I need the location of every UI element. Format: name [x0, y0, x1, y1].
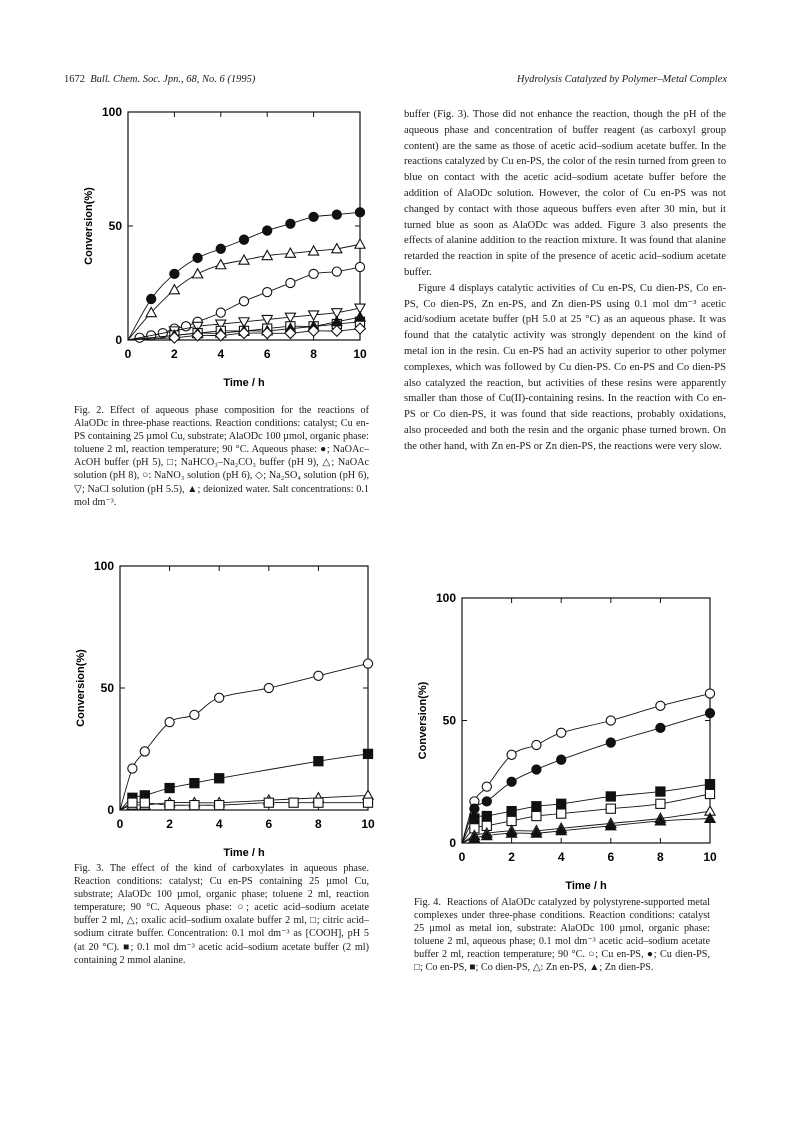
data-point-open-square — [606, 804, 615, 813]
y-tick-label: 50 — [100, 681, 114, 695]
x-axis-label: Time / h — [565, 880, 607, 892]
data-point-open-square — [165, 801, 174, 810]
data-point-filled-circle — [606, 738, 615, 747]
series-filled-triangle — [462, 813, 715, 843]
data-point-open-square — [289, 798, 298, 807]
data-point-open-square — [507, 816, 516, 825]
data-point-filled-circle — [355, 208, 364, 217]
data-point-open-circle — [656, 701, 665, 710]
x-tick-label: 6 — [263, 347, 271, 361]
x-tick-label: 6 — [265, 817, 273, 831]
data-point-filled-square — [532, 802, 541, 811]
data-point-open-square — [140, 798, 149, 807]
y-tick-label: 100 — [93, 559, 114, 573]
data-point-filled-circle — [216, 244, 225, 253]
series-curve — [462, 811, 710, 843]
plot-frame — [120, 566, 368, 810]
x-tick-label: 8 — [310, 347, 317, 361]
data-point-filled-circle — [470, 804, 479, 813]
body-paragraph: Figure 4 displays catalytic activities of Cu en-PS, Cu dien-PS, Co en-PS, Co dien-PS, Zn en-PS, and Zn dien-PS using 0.1 mol dm⁻³ acetic acid/sodium acetate buffer (pH 5.0 at 25 °C) as an aqueous phase. It was found that the catalytic activity was strongly dependent on the kind of metal ion in the resin. Cu en-PS had an activity superior to other polymer complexes, which was followed by Cu dien-PS. Co en-PS and Co dien-PS also catalyzed the reaction, but activities of these resins were apparently smaller than those of Cu(II)-containing resins. In the reaction with Co en-PS or Co dien-PS, it was found that side reactions, probably oxidations, also proceeded and both the resin and the organic phase turned brown. On the other hand, with Zn en-PS or Zn dien-PS, the reactions were very slow. — [404, 282, 726, 452]
data-point-open-square — [264, 798, 273, 807]
data-point-filled-circle — [170, 269, 179, 278]
x-tick-label: 2 — [508, 850, 515, 864]
figure-4-caption-text: Reactions of AlaODc catalyzed by polystyrene-supported metal complexes under three-phase conditions. Reaction conditions: catalyst 25 µmol as metal ion, substrate: AlaODc 100 µmol, organic phase: toluene 2 ml, aqueous phase; 0.1 mol dm⁻³ acetic acid–sodium acetate buffer 2 ml, reaction temperature; 90 °C. ○; Cu en-PS, ●; Cu dien-PS, □; Co en-PS, ■; Co dien-PS, △: Zn en-PS, ▲; Zn dien-PS. — [414, 897, 711, 974]
figure-2-chart — [70, 104, 380, 404]
x-tick-label: 8 — [657, 850, 664, 864]
x-tick-label: 4 — [215, 817, 223, 831]
page-number: 1672 — [64, 74, 85, 85]
figure-3-caption — [74, 862, 369, 967]
data-point-open-circle — [239, 297, 248, 306]
figure-2-label: Fig. 2. — [74, 405, 104, 416]
series-curve — [462, 819, 710, 844]
data-point-open-square — [656, 799, 665, 808]
series-curve — [462, 794, 710, 843]
series-curve — [120, 664, 368, 810]
data-point-filled-square — [314, 757, 323, 766]
data-point-open-circle — [606, 716, 615, 725]
series-filled-square — [120, 749, 373, 810]
data-point-open-circle — [532, 740, 541, 749]
data-point-open-circle — [216, 308, 225, 317]
data-point-open-circle — [332, 267, 341, 276]
data-point-open-circle — [264, 683, 273, 692]
x-tick-label: 0 — [124, 347, 132, 361]
x-tick-label: 10 — [353, 347, 367, 361]
data-point-open-circle — [355, 262, 364, 271]
y-tick-label: 0 — [107, 803, 114, 817]
x-axis-label: Time / h — [223, 377, 265, 389]
x-tick-label: 4 — [217, 347, 225, 361]
data-point-filled-circle — [482, 797, 491, 806]
x-tick-label: 0 — [458, 850, 466, 864]
data-point-open-circle — [363, 659, 372, 668]
data-point-open-triangle — [193, 269, 203, 278]
data-point-open-triangle — [355, 239, 365, 248]
figure-3-label: Fig. 3. — [74, 863, 104, 874]
data-point-filled-square — [190, 779, 199, 788]
data-point-filled-circle — [705, 709, 714, 718]
x-tick-label: 10 — [703, 850, 717, 864]
data-point-open-circle — [314, 671, 323, 680]
figure-4-label: Fig. 4. — [414, 897, 441, 908]
data-point-filled-circle — [656, 723, 665, 732]
x-tick-label: 6 — [607, 850, 615, 864]
x-tick-label: 8 — [315, 817, 322, 831]
figure-3-chart — [70, 558, 380, 864]
y-axis-label: Conversion(%) — [417, 681, 429, 760]
data-point-open-square — [190, 801, 199, 810]
data-point-filled-circle — [557, 755, 566, 764]
y-tick-label: 50 — [442, 713, 456, 728]
journal-citation: Bull. Chem. Soc. Jpn., 68, No. 6 (1995) — [90, 74, 256, 85]
y-tick-label: 0 — [449, 836, 456, 850]
series-open-circle — [120, 659, 373, 810]
figure-2-caption-text: Effect of aqueous phase composition for the reactions of AlaODc in three-phase reactions. Reaction conditions: catalyst; Cu en-PS containing 25 µmol Cu, substrate; AlaODc 100 µmol, organic phase: toluene 2 ml, reaction temperature; 90 °C. Aqueous phase: ●; NaOAc–AcOH buffer (pH 5), □; NaHCO₃–Na₂CO₃ buffer (pH 9), △; NaOAc solution (pH 8), ○: NaNO₃ solution (pH 6), ◇; Na₂SO₄ solution (pH 6), ▽; NaCl solution (pH 5.5), ▲; deionized water. Salt concentrations: 0.1 mol dm⁻³. — [74, 405, 370, 508]
x-axis-label: Time / h — [223, 847, 265, 859]
data-point-filled-circle — [332, 210, 341, 219]
data-point-open-circle — [215, 693, 224, 702]
data-point-filled-circle — [532, 765, 541, 774]
data-point-open-square — [532, 811, 541, 820]
figure-3-caption-text: The effect of the kind of carboxylates in aqueous phase. Reaction conditions: catalyst; Cu en-PS containing 25 µmol Cu, substrate; AlaODc 100 µmol, organic phase; toluene 2 ml, reaction temperature; 90 °C. Aqueous phase: ○; acetic acid–sodium acetate buffer 2 ml, △; oxalic acid–sodium oxalate buffer 2 ml, □; citric acid–sodium citrate buffer. Concentration: 0.1 mol dm⁻³ as [COOH], pH 5 (at 20 °C). ■; 0.1 mol dm⁻³ acetic acid–sodium acetate buffer (2 ml) containing 2 mmol alanine. — [74, 863, 369, 966]
plot-frame — [462, 598, 710, 843]
y-tick-label: 100 — [101, 105, 122, 119]
figure-2-caption — [74, 404, 369, 509]
data-point-filled-circle — [239, 235, 248, 244]
data-point-open-circle — [190, 710, 199, 719]
data-point-open-circle — [128, 764, 137, 773]
data-point-filled-circle — [147, 294, 156, 303]
y-tick-label: 0 — [115, 333, 122, 347]
data-point-open-circle — [165, 718, 174, 727]
data-point-open-square — [128, 798, 137, 807]
figure-4-chart — [410, 588, 730, 893]
data-point-filled-square — [705, 780, 714, 789]
data-point-open-circle — [309, 269, 318, 278]
running-header-right: Hydrolysis Catalyzed by Polymer–Metal Complex — [516, 74, 727, 85]
data-point-open-square — [705, 789, 714, 798]
data-point-filled-square — [507, 807, 516, 816]
x-tick-label: 2 — [171, 347, 178, 361]
x-tick-label: 0 — [116, 817, 124, 831]
data-point-filled-circle — [286, 219, 295, 228]
data-point-filled-square — [656, 787, 665, 796]
data-point-filled-square — [482, 811, 491, 820]
y-axis-label: Conversion(%) — [75, 649, 87, 727]
data-point-open-square — [215, 801, 224, 810]
data-point-filled-circle — [193, 253, 202, 262]
series-curve — [120, 802, 368, 810]
data-point-open-circle — [705, 689, 714, 698]
body-text — [404, 107, 726, 455]
data-point-filled-square — [606, 792, 615, 801]
y-tick-label: 50 — [108, 219, 122, 233]
series-open-triangle — [462, 806, 715, 843]
data-point-filled-triangle — [355, 312, 365, 321]
data-point-filled-square — [470, 814, 479, 823]
y-tick-label: 100 — [435, 591, 456, 605]
data-point-open-circle — [507, 750, 516, 759]
x-tick-label: 10 — [361, 817, 375, 831]
data-point-filled-square — [165, 783, 174, 792]
data-point-open-circle — [286, 278, 295, 287]
figure-4-caption — [414, 896, 710, 975]
data-point-open-circle — [482, 782, 491, 791]
data-point-open-circle — [263, 288, 272, 297]
data-point-open-square — [314, 798, 323, 807]
data-point-filled-square — [363, 749, 372, 758]
data-point-open-circle — [557, 728, 566, 737]
running-header-left — [64, 74, 255, 85]
series-open-square — [120, 798, 373, 810]
data-point-filled-circle — [263, 226, 272, 235]
data-point-filled-square — [215, 774, 224, 783]
data-point-filled-square — [557, 799, 566, 808]
data-point-open-square — [363, 798, 372, 807]
data-point-open-square — [557, 809, 566, 818]
data-point-open-triangle — [169, 285, 179, 294]
y-axis-label: Conversion(%) — [83, 187, 95, 265]
x-tick-label: 2 — [166, 817, 173, 831]
x-tick-label: 4 — [557, 850, 565, 864]
data-point-filled-circle — [507, 777, 516, 786]
data-point-filled-circle — [309, 212, 318, 221]
body-paragraph: buffer (Fig. 3). Those did not enhance the reaction, though the pH of the aqueous phase and concentration of buffer reagent (as carboxyl group content) are the same as those of acetic acid–sodium acetate buffer. In the reactions catalyzed by Cu en-PS, the color of the resin turned from green to blue on contact with the acetic acid–sodium acetate buffer before the addition of AlaODc solution. However, the color of Cu en-PS was not changed by contact with those aqueous buffers even after 30 min, but it turned blue as soon as AlaODc was added. Figure 3 also presents the effects of alanine addition to the reaction mixture. It was found that alanine retarded the reaction in spite of the presence of acetic acid–sodium acetate buffer. — [404, 109, 726, 278]
series-open-triangle — [120, 790, 373, 810]
data-point-open-circle — [140, 747, 149, 756]
